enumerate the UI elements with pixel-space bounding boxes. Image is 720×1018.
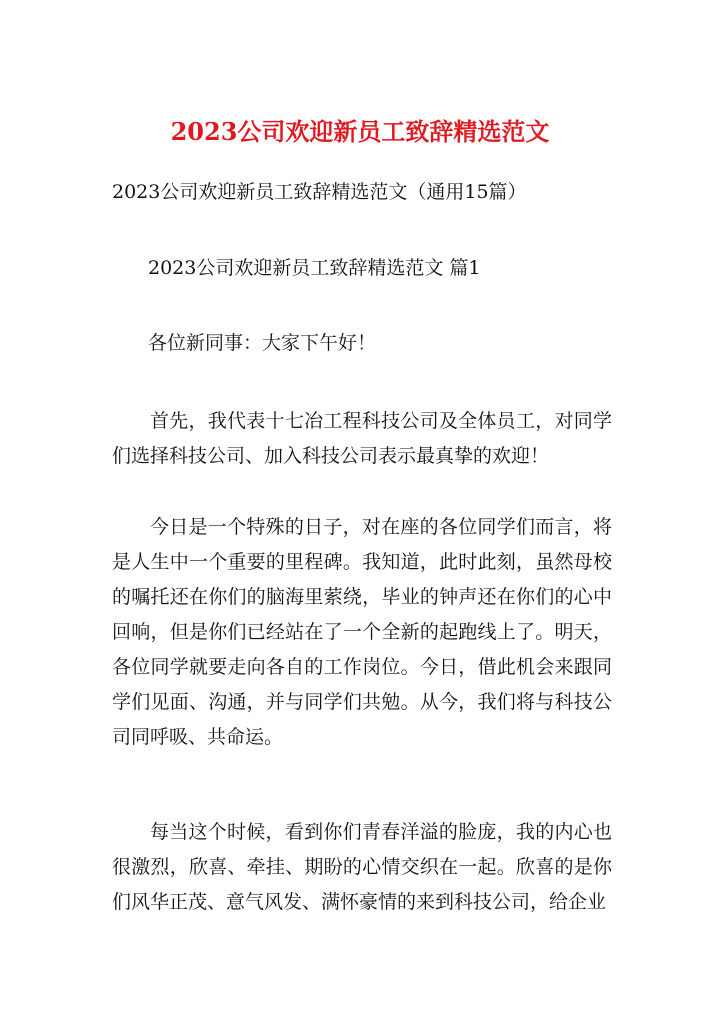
section-heading: 2023公司欢迎新员工致辞精选范文 篇1 [148, 257, 481, 279]
greeting-line: 各位新同事：大家下午好！ [148, 332, 377, 354]
document-subtitle: 2023公司欢迎新员工致辞精选范文（通用15篇） [112, 181, 527, 203]
paragraph-1: 首先，我代表十七冶工程科技公司及全体员工，对同学们选择科技公司、加入科技公司表示最真挚的欢迎！ [112, 410, 612, 467]
paragraph-2: 今日是一个特殊的日子，对在座的各位同学们而言，将是人生中一个重要的里程碑。我知道，此时此刻，虽然母校的嘱托还在你们的脑海里萦绕，毕业的钟声还在你们的心中回响，但是你们已经站在了一个全新的起跑线上了。明天，各位同学就要走向各自的工作岗位。今日，借此机会来跟同学们见面、沟通，并与同学们共勉。从今，我们将与科技公司同呼吸、共命运。 [112, 516, 612, 748]
paragraph-3: 每当这个时候，看到你们青春洋溢的脸庞，我的内心也很激烈，欣喜、牵挂、期盼的心情交织在一起。欣喜的是你们风华正茂、意气风发、满怀豪情的来到科技公司，给企业 [112, 821, 612, 913]
document-title: 2023公司欢迎新员工致辞精选范文 [170, 117, 550, 146]
